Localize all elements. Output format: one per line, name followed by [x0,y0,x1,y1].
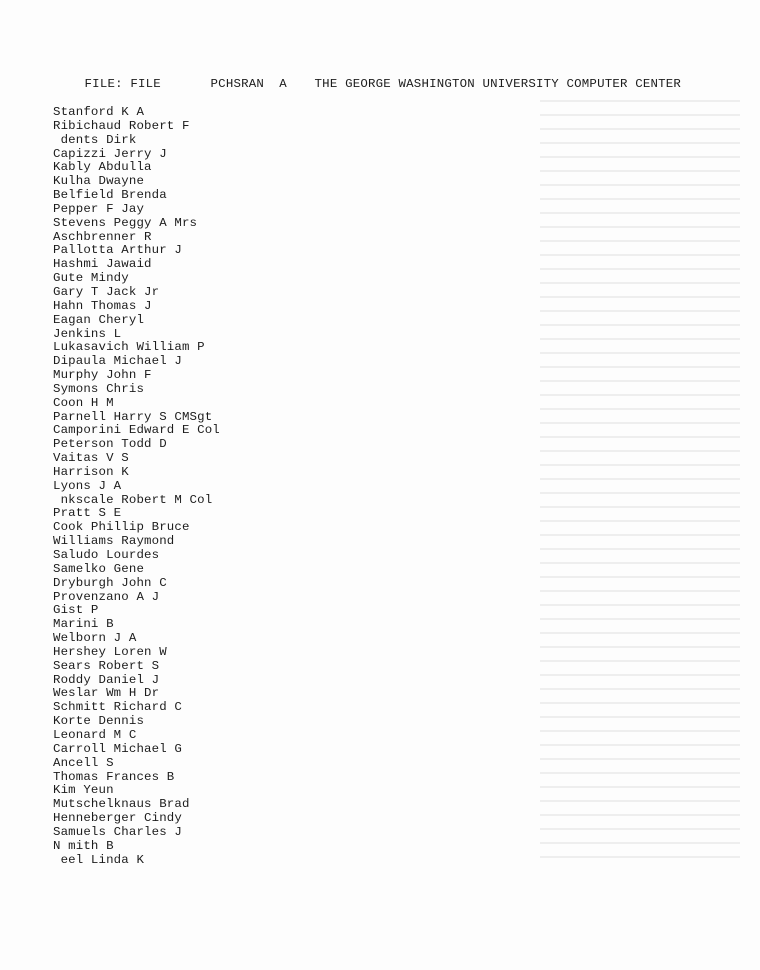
name-entry: Murphy John F [53,368,152,383]
name-entry: Dryburgh John C [53,575,167,590]
name-entry: Carroll Michael G [53,741,182,756]
computer-center-title: THE GEORGE WASHINGTON UNIVERSITY COMPUTER CENTER [314,77,682,91]
name-entry: Dipaula Michael J [53,354,182,369]
name-entry: Hershey Loren W [53,644,167,659]
name-entry: Henneberger Cindy [53,811,182,826]
name-entry: Capizzi Jerry J [53,146,167,161]
name-entry: Stanford K A [53,105,145,119]
name-entry: Roddy Daniel J [53,672,160,687]
name-entry: Weslar Wm H Dr [53,686,160,701]
name-entry: eel Linda K [53,852,145,867]
name-entry: Vaitas V S [53,451,129,466]
page-header [54,63,681,105]
name-entry: Schmitt Richard C [53,700,182,715]
name-entry: Marini B [53,617,114,632]
name-entry: Ancell S [53,755,114,770]
name-entry: Thomas Frances B [53,769,175,784]
name-entry: dents Dirk [53,132,137,147]
name-entry: Williams Raymond [53,534,175,549]
name-entry: Kably Abdulla [53,160,152,175]
name-entry: Leonard M C [53,727,137,742]
name-entry: Saludo Lourdes [53,548,160,562]
name-entry: Mutschelknaus Brad [53,797,190,812]
name-entry: N mith B [53,838,114,853]
name-entry: Camporini Edward E Col [53,423,220,438]
name-entry: Korte Dennis [53,714,145,729]
name-entry: Pepper F Jay [53,201,145,216]
name-entry: Parnell Harry S CMSgt [53,409,213,424]
name-entry: Pallotta Arthur J [53,243,182,258]
name-entry: Hashmi Jawaid [53,257,152,272]
name-entry: Ribichaud Robert F [53,118,190,133]
name-entry: Gist P [53,603,99,618]
name-entry: Lyons J A [53,478,122,493]
name-entry: Samuels Charles J [53,824,182,839]
name-entry: Lukasavich William P [53,340,205,355]
name-entry: Hahn Thomas J [53,298,152,313]
name-entry: Cook Phillip Bruce [53,520,190,535]
name-entry: Provenzano A J [53,589,160,604]
name-entry: Aschbrenner R [53,229,152,244]
name-entry: Samelko Gene [53,561,145,576]
name-entry: Peterson Todd D [53,437,167,452]
file-label: FILE: FILE [84,77,161,91]
name-entry: Symons Chris [53,381,145,396]
name-entry: Kulha Dwayne [53,174,145,189]
name-entry: Gute Mindy [53,271,129,286]
name-entry: Belfield Brenda [53,188,167,203]
name-entry: Kim Yeun [53,783,114,798]
name-entry: Stevens Peggy A Mrs [53,215,198,230]
program-name: PCHSRAN A [210,77,287,91]
name-entry: Coon H M [53,395,114,410]
bleed-through-texture [540,100,740,860]
name-list [53,106,220,867]
name-entry: Pratt S E [53,506,122,521]
name-entry: nkscale Robert M Col [53,492,213,507]
name-entry: Sears Robert S [53,658,160,673]
name-entry: Harrison K [53,464,129,479]
name-entry: Eagan Cheryl [53,312,145,327]
name-entry: Jenkins L [53,326,122,341]
name-entry: Welborn J A [53,631,137,646]
name-entry: Gary T Jack Jr [53,284,160,299]
